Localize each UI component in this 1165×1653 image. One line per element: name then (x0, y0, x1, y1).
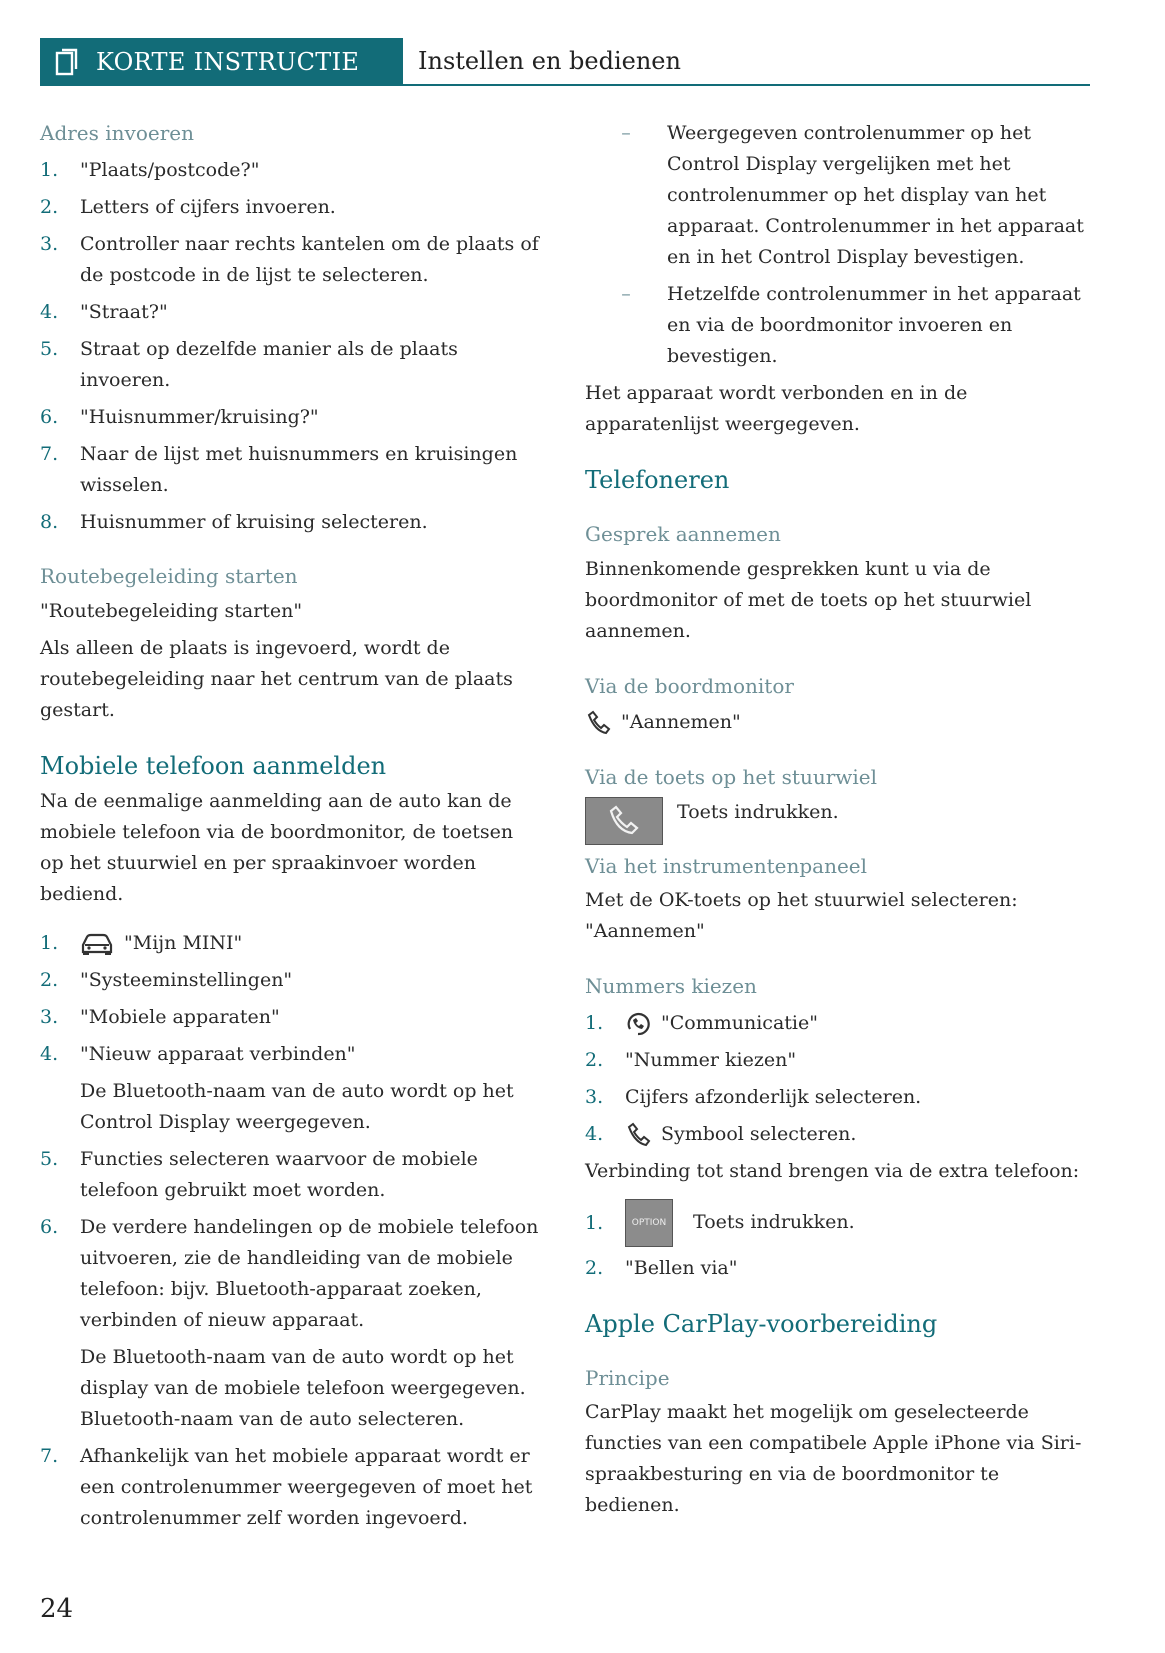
dash-item: – Hetzelfde controlenummer in het apparaat en via de boordmonitor invoeren en bevestigen. (621, 283, 1081, 367)
list-item: 2. "Systeeminstellingen" (40, 969, 293, 991)
list-item: 5. Straat op dezelfde manier als de plaats invoeren. (40, 338, 458, 391)
list-item: 4. "Nieuw apparaat verbinden" (40, 1043, 356, 1065)
option-button: OPTION (625, 1199, 673, 1247)
list-item: 7. Naar de lijst met huisnummers en kruisingen wisselen. (40, 443, 518, 496)
via-toets-heading: Via de toets op het stuurwiel (585, 765, 878, 789)
tel-heading: Telefoneren (585, 466, 730, 494)
list-item: 6. "Huisnummer/kruising?" (40, 406, 319, 428)
phone-icon (586, 798, 662, 844)
dash-item: – Weergegeven controlenummer op het Control Display vergelijken met het controlenummer op het display van het apparaat. Controlenummer in het apparaat en in het Control Display bevestigen. (621, 122, 1084, 268)
phone-icon (585, 710, 611, 736)
gesprek-paragraph: Binnenkomende gesprekken kunt u via de boordmonitor of met de toets op het stuurwiel aannemen. (585, 558, 1032, 642)
list-item: 3. Controller naar rechts kantelen om de plaats of de postcode in de lijst te selecteren. (40, 233, 539, 286)
list-item: 2. Letters of cijfers invoeren. (40, 196, 336, 218)
list-item-note: De Bluetooth-naam van de auto wordt op het Control Display weergegeven. (80, 1080, 514, 1133)
list-item: 3. Cijfers afzonderlijk selecteren. (585, 1086, 922, 1108)
list-item: 8. Huisnummer of kruising selecteren. (40, 511, 428, 533)
via-monitor-line: "Aannemen" (585, 707, 1095, 738)
route-command: "Routebegeleiding starten" (40, 600, 303, 622)
via-instr-paragraph: Met de OK-toets op het stuurwiel selecteren: "Aannemen" (585, 889, 1018, 942)
list-item: 4. Symbool selecteren. (585, 1119, 1095, 1150)
list-item: 1. "Plaats/postcode?" (40, 159, 260, 181)
section-tab (40, 38, 403, 86)
list-item: 4. "Straat?" (40, 301, 168, 323)
list-item: 2. "Bellen via" (585, 1257, 738, 1279)
left-column (40, 118, 540, 1534)
car-icon (80, 932, 114, 956)
steering-wheel-phone-button (585, 797, 663, 845)
header-rule (403, 84, 1090, 86)
via-instr-heading: Via het instrumentenpaneel (585, 854, 868, 878)
quick-guide-icon (54, 47, 80, 77)
communication-icon (625, 1011, 651, 1037)
verbinding-paragraph: Verbinding tot stand brengen via de extra telefoon: (585, 1160, 1080, 1182)
mobile-heading: Mobiele telefoon aanmelden (40, 752, 387, 780)
list-item: 3. "Mobiele apparaten" (40, 1006, 280, 1028)
via-monitor-heading: Via de boordmonitor (585, 674, 794, 698)
page-title: Instellen en bedienen (418, 47, 681, 75)
gesprek-heading: Gesprek aannemen (585, 522, 781, 546)
list-item-note: De Bluetooth-naam van de auto wordt op het display van de mobiele telefoon weergegeven. Bluetooth-naam van de auto selecteren. (80, 1346, 526, 1430)
phone-icon (625, 1122, 651, 1148)
list-item: 1. "Communicatie" (585, 1008, 1095, 1039)
via-toets-text: Toets indrukken. (677, 801, 839, 823)
connected-paragraph: Het apparaat wordt verbonden en in de apparatenlijst weergegeven. (585, 382, 968, 435)
section-label: KORTE INSTRUCTIE (96, 47, 360, 76)
adres-heading: Adres invoeren (40, 121, 194, 145)
list-item: 2. "Nummer kiezen" (585, 1049, 797, 1071)
carplay-heading: Apple CarPlay-voorbereiding (585, 1310, 938, 1338)
nummers-heading: Nummers kiezen (585, 974, 757, 998)
page-number: 24 (40, 1594, 74, 1624)
list-item: 1. OPTION Toets indrukken. (585, 1199, 1095, 1247)
via-toets-line (585, 797, 1095, 845)
route-paragraph: Als alleen de plaats is ingevoerd, wordt de routebegeleiding naar het centrum van de plaats gestart. (40, 637, 513, 721)
principe-heading: Principe (585, 1366, 670, 1390)
principe-paragraph: CarPlay maakt het mogelijk om geselecteerde functies van een compatibele Apple iPhone via Siri-spraakbesturing en via de boordmonitor te bedienen. (585, 1401, 1082, 1516)
list-item: 6. De verdere handelingen op de mobiele telefoon uitvoeren, zie de handleiding van de mobiele telefoon: bijv. Bluetooth-apparaat zoeken, verbinden of nieuw apparaat. (40, 1216, 539, 1331)
list-item: 7. Afhankelijk van het mobiele apparaat wordt er een controlenummer weergegeven of moet het controlenummer zelf worden ingevoerd. (40, 1445, 533, 1529)
page-header (40, 38, 1090, 86)
list-item: 5. Functies selecteren waarvoor de mobiele telefoon gebruikt moet worden. (40, 1148, 478, 1201)
right-column (585, 118, 1095, 1521)
list-item: 1. "Mijn MINI" (40, 932, 243, 954)
route-heading: Routebegeleiding starten (40, 564, 298, 588)
mobile-intro: Na de eenmalige aanmelding aan de auto kan de mobiele telefoon via de boordmonitor, de toetsen op het stuurwiel en per spraakinvoer worden bediend. (40, 790, 514, 905)
